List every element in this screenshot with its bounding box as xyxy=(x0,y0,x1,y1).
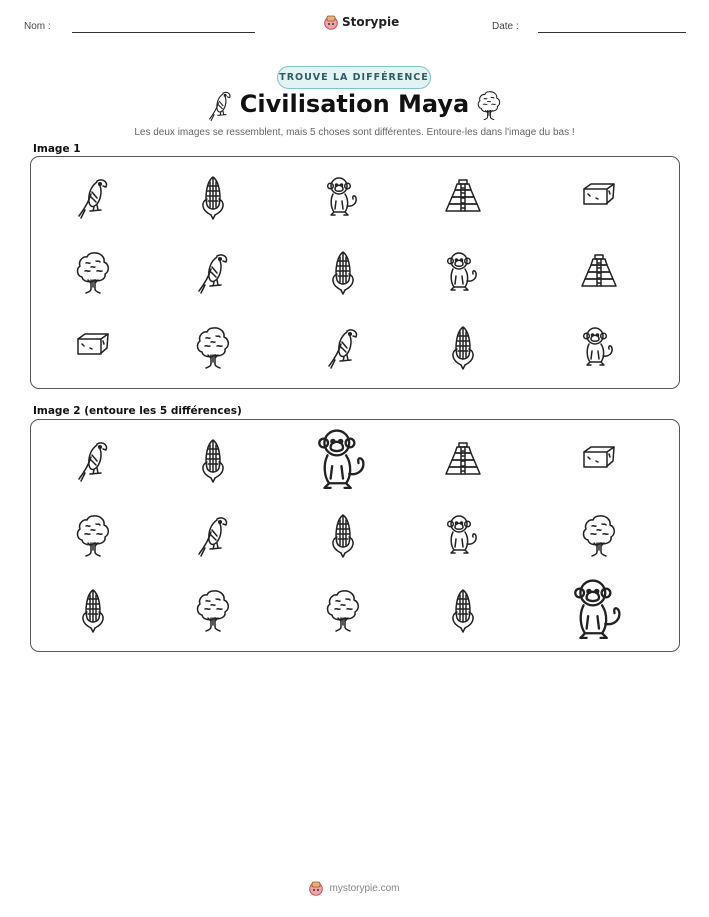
activity-badge: TROUVE LA DIFFÉRENCE xyxy=(277,66,431,89)
title-tree-icon xyxy=(474,89,504,125)
footer xyxy=(0,880,709,896)
corn-icon xyxy=(323,512,363,558)
storypie-logo-icon xyxy=(324,14,338,30)
corn-icon xyxy=(323,249,363,295)
footer-url: mystorypie.com xyxy=(329,882,400,894)
storypie-logo-icon xyxy=(309,880,323,896)
pyramid-icon xyxy=(579,249,619,295)
name-label: Nom : xyxy=(24,21,51,32)
monkey-icon xyxy=(323,174,363,220)
monkey-icon xyxy=(312,424,374,495)
corn-icon xyxy=(193,174,233,220)
pyramid-icon xyxy=(443,437,483,483)
name-field[interactable] xyxy=(72,32,255,33)
monkey-icon xyxy=(443,249,483,295)
monkey-icon xyxy=(579,324,619,370)
tree-icon xyxy=(73,512,113,558)
page-title: Civilisation Maya xyxy=(239,90,470,118)
corn-icon xyxy=(443,324,483,370)
parrot-icon xyxy=(73,437,113,483)
date-label: Date : xyxy=(492,21,519,32)
tree-icon xyxy=(323,587,363,633)
corn-icon xyxy=(443,587,483,633)
brand xyxy=(324,14,399,30)
stone-block-icon xyxy=(579,174,619,220)
parrot-icon xyxy=(193,512,233,558)
instructions: Les deux images se ressemblent, mais 5 choses sont différentes. Entoure-les dans l'image du bas ! xyxy=(134,127,575,138)
tree-icon xyxy=(193,324,233,370)
monkey-icon xyxy=(443,512,483,558)
tree-icon xyxy=(193,587,233,633)
parrot-icon xyxy=(323,324,363,370)
monkey-icon xyxy=(568,574,630,645)
corn-icon xyxy=(193,437,233,483)
stone-block-icon xyxy=(579,437,619,483)
tree-icon xyxy=(579,512,619,558)
image1-panel xyxy=(30,156,680,389)
parrot-icon xyxy=(73,174,113,220)
image1-label: Image 1 xyxy=(33,143,81,155)
parrot-icon xyxy=(193,249,233,295)
image2-panel xyxy=(30,419,680,652)
image2-label: Image 2 (entoure les 5 différences) xyxy=(33,405,242,417)
corn-icon xyxy=(73,587,113,633)
date-field[interactable] xyxy=(538,32,686,33)
tree-icon xyxy=(73,249,113,295)
pyramid-icon xyxy=(443,174,483,220)
stone-block-icon xyxy=(73,324,113,370)
brand-name: Storypie xyxy=(342,15,400,29)
